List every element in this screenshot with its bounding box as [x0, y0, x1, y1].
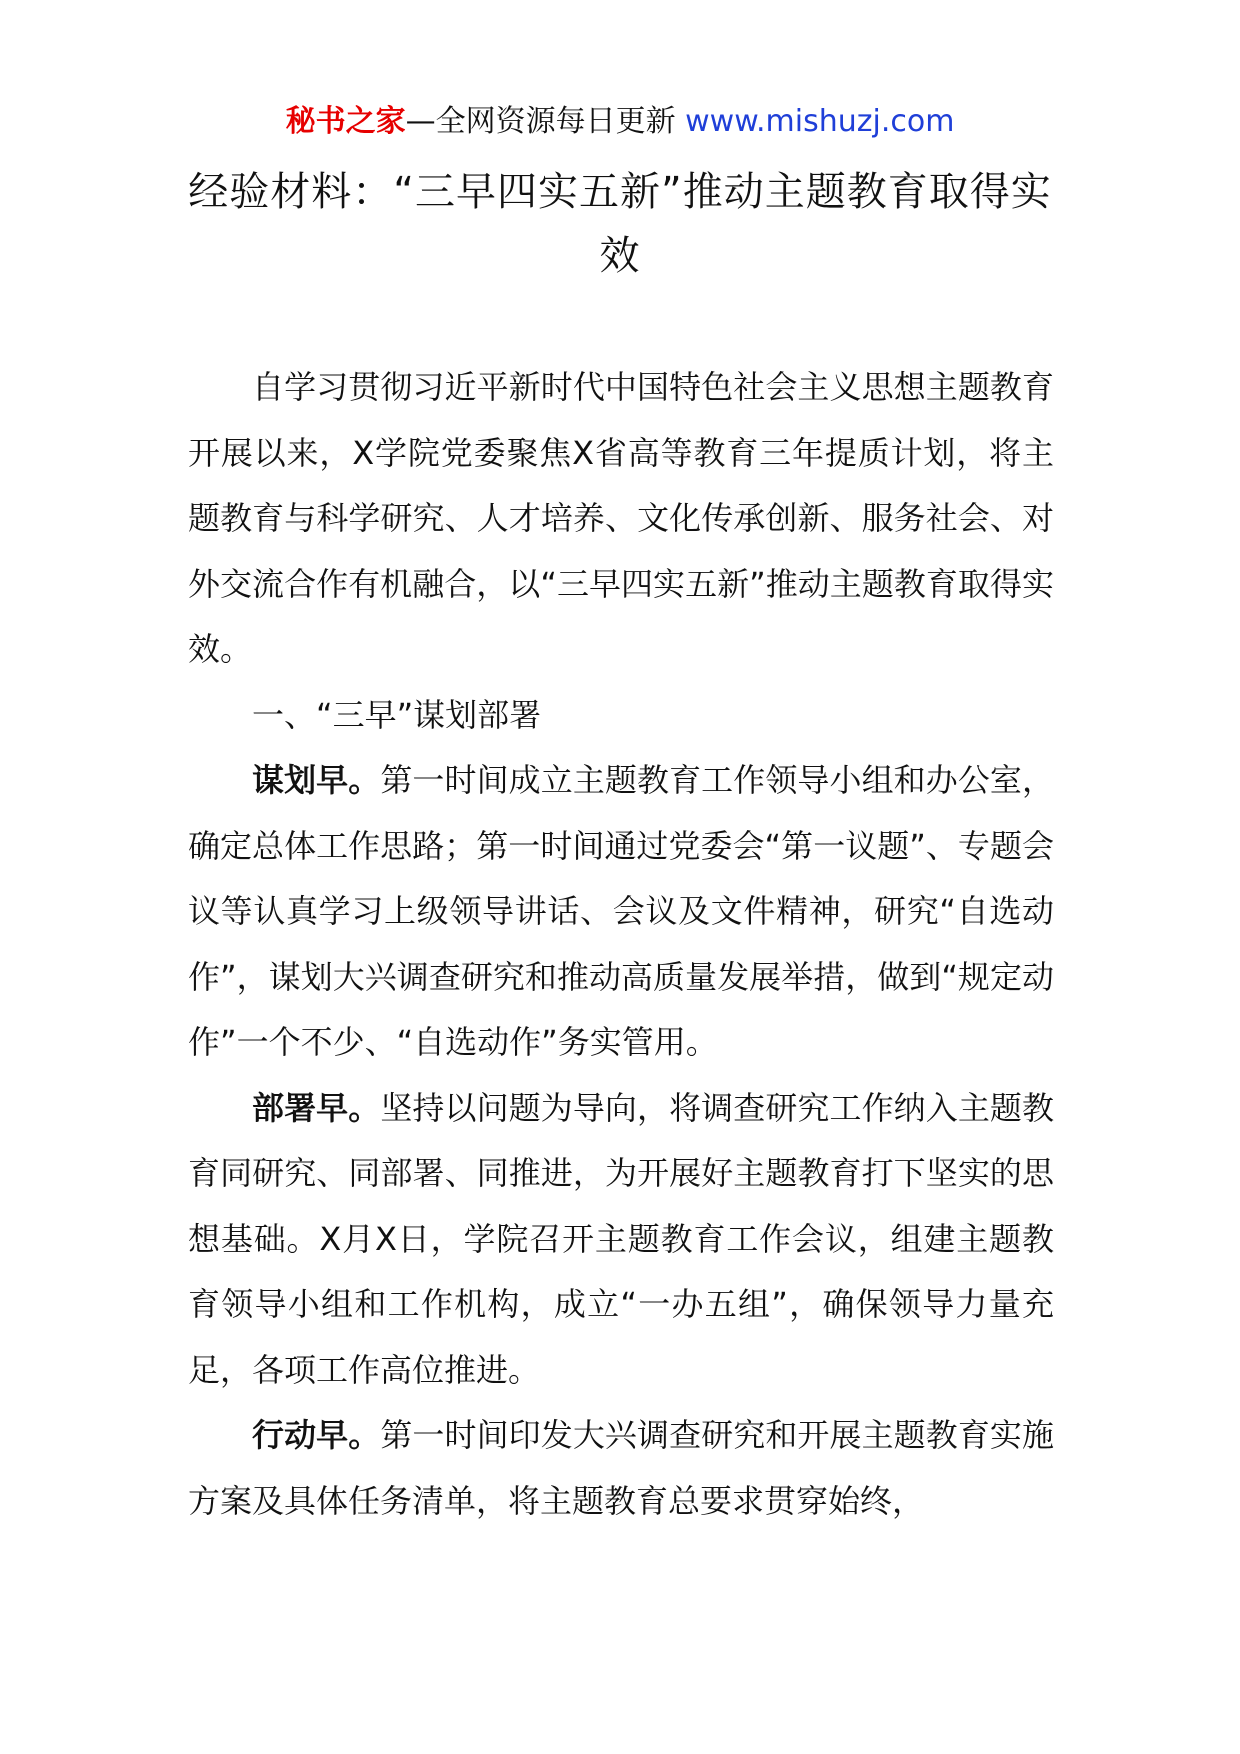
section-heading: 一、“三早”谋划部署 — [252, 695, 542, 734]
paragraph-intro: 自学习贯彻习近平新时代中国特色社会主义思想主题教育开展以来，X学院党委聚焦X省高等教育三年提质计划，将主题教育与科学研究、人才培养、文化传承创新、服务社会、对外交流合作有机融合，以“三早四实五新”推动主题教育取得实效。 — [188, 368, 1054, 668]
paragraph-lead: 行动早。 — [252, 1416, 381, 1454]
site-url-link[interactable]: www.mishuzj.com — [685, 104, 955, 139]
paragraph-lead: 谋划早。 — [252, 761, 381, 799]
paragraph-planning: 谋划早。第一时间成立主题教育工作领导小组和办公室，确定总体工作思路；第一时间通过党委会“第一议题”、专题会议等认真学习上级领导讲话、会议及文件精神，研究“自选动作”，谋划大兴调查研究和推动高质量发展举措，做到“规定动作”一个不少、“自选动作”务实管用。 — [188, 761, 1054, 1061]
header-slogan: —全网资源每日更新 — [405, 104, 676, 139]
brand-name: 秘书之家 — [285, 104, 406, 139]
document-title: 经验材料：“三早四实五新”推动主题教育取得实效 — [188, 169, 1052, 279]
paragraph-lead: 部署早。 — [252, 1088, 381, 1127]
paragraph-deployment: 部署早。坚持以问题为导向，将调查研究工作纳入主题教育同研究、同部署、同推进，为开展好主题教育打下坚实的思想基础。X月X日，学院召开主题教育工作会议，组建主题教育领导小组和工作机构，成立“一办五组”，确保领导力量充足，各项工作高位推进。 — [188, 1088, 1054, 1389]
paragraph-action: 行动早。第一时间印发大兴调查研究和开展主题教育实施方案及具体任务清单，将主题教育总要求贯穿始终， — [188, 1416, 1054, 1520]
site-header — [0, 100, 1240, 144]
document-body — [188, 355, 1054, 1534]
